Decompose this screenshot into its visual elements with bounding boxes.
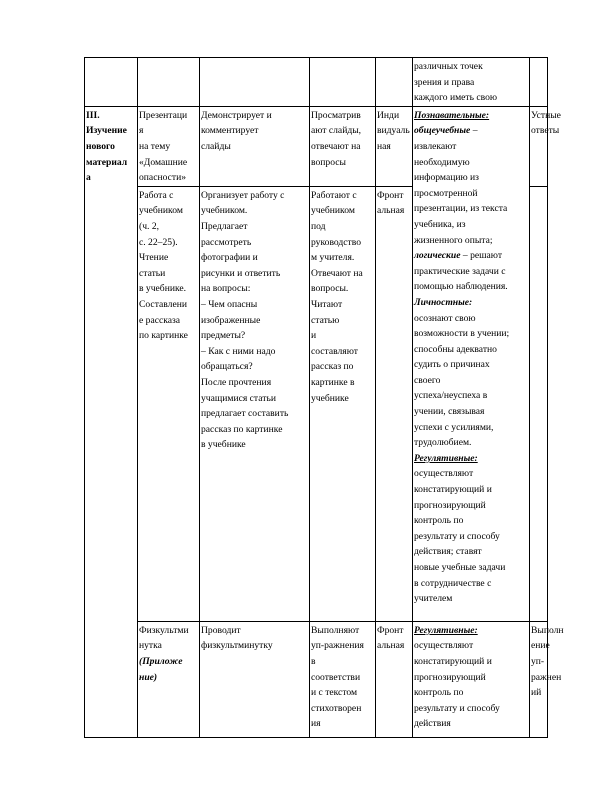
text-line: III. — [86, 109, 100, 121]
text-line: нутка — [139, 640, 162, 652]
text-line: статью — [311, 314, 340, 326]
text-line: (ч. 2, — [139, 220, 160, 232]
teacher-activity-cell — [200, 58, 310, 107]
text-line: рассказ по — [311, 361, 354, 373]
text-line: комментирует — [201, 125, 259, 137]
student-activity-cell — [310, 106, 376, 186]
work-form-cell — [376, 186, 413, 621]
outcomes-cell — [413, 58, 530, 107]
text-line: руководство — [311, 236, 362, 248]
table-row — [85, 58, 548, 107]
text-line: прогнозирующий — [414, 671, 486, 683]
text-line: Проводит — [201, 624, 241, 636]
text-line: рисунки и ответить — [201, 267, 281, 279]
text-line: результату и способу — [414, 702, 500, 714]
regulative-label: Регулятивные: — [414, 624, 478, 636]
text-line: Фронт — [377, 624, 404, 636]
text-line: фотографии и — [201, 252, 258, 264]
text-line: учебником — [311, 205, 355, 217]
text-line: с. 22–25). — [139, 236, 178, 248]
text-line: Выполняют — [311, 624, 360, 636]
text-line: каждого иметь свою — [414, 92, 498, 104]
text-line: я — [139, 125, 144, 137]
text-line: Организует работу с — [201, 189, 285, 201]
text-line: «Домашние — [139, 156, 188, 168]
text-line: различных точек — [414, 61, 483, 72]
fizminutka-lines — [139, 623, 198, 654]
text-line: Устные — [531, 109, 561, 121]
text-line: осуществляют — [414, 468, 474, 480]
text-line: жизненного опыта; — [414, 234, 493, 246]
resources-cell — [138, 186, 200, 621]
text-line: Демонстрирует и — [201, 109, 272, 121]
text-line: контроль по — [414, 687, 464, 699]
control-cell — [530, 621, 564, 737]
text-line: ние) — [139, 671, 158, 683]
regulative-label: Регулятивные: — [414, 452, 478, 464]
control-cell — [530, 58, 548, 107]
text-line: рассказ по картинке — [201, 423, 283, 435]
text-line: возможности в учении; — [414, 328, 510, 340]
text-line: видуаль — [377, 125, 410, 137]
text-line: учебником. — [201, 205, 248, 217]
text-line: Выполн — [531, 624, 564, 636]
text-line: отвечают на — [311, 140, 361, 152]
text-line: предлагает составить — [201, 408, 289, 420]
text-line: – Чем опасны — [201, 298, 258, 310]
text-line: и с текстом — [311, 687, 358, 699]
text-line: ий — [531, 687, 542, 699]
text-line: нового — [86, 140, 115, 152]
text-line: Предлагает — [201, 220, 248, 232]
text-line: рассмотреть — [201, 236, 252, 248]
text-line: Составлени — [139, 298, 187, 310]
text-line: ия — [311, 718, 321, 730]
personal-label: Личностные: — [414, 296, 473, 308]
text-line: результату и способу — [414, 530, 500, 542]
control-cell — [530, 186, 548, 621]
text-line: Презентаци — [139, 109, 188, 121]
text-line: учении, связывая — [414, 406, 485, 418]
text-line: помощью наблюдения. — [414, 281, 508, 293]
text-line: информацию из — [414, 172, 479, 184]
text-line: Просматрив — [311, 109, 361, 121]
general-text: – — [470, 125, 478, 137]
text-line: ная — [377, 140, 391, 152]
student-activity-cell — [310, 58, 376, 107]
text-line: в учебнике. — [139, 283, 187, 295]
text-line: в учебнике — [201, 439, 246, 451]
text-line: констатирующий и — [414, 484, 492, 496]
text-line: контроль по — [414, 515, 464, 527]
resources-cell — [138, 58, 200, 107]
text-line: действия — [414, 718, 451, 730]
text-line: вопросы — [311, 156, 346, 168]
general-label: общеучебные — [414, 125, 471, 137]
text-line: (Приложе — [139, 655, 183, 667]
text-line: м учителя. — [311, 252, 355, 264]
text-line: уп- — [531, 655, 545, 667]
logical-lines — [414, 264, 528, 295]
text-line: необходимую — [414, 156, 470, 168]
text-line: вопросы. — [311, 283, 349, 295]
cognitive-label: Познавательные: — [414, 109, 490, 121]
stage-cell — [85, 106, 138, 737]
student-activity-cell — [310, 621, 376, 737]
text-line: и — [311, 330, 317, 342]
text-line: успеха/неуспеха в — [414, 390, 488, 402]
text-line: составляют — [311, 345, 358, 357]
text-line: судить о причинах — [414, 359, 490, 371]
text-line: е рассказа — [139, 314, 181, 326]
stage-cell — [85, 58, 138, 107]
logical-text: – решают — [460, 250, 503, 262]
teacher-activity-cell — [200, 621, 310, 737]
text-line: практические задачи с — [414, 265, 506, 277]
text-line: извлекают — [414, 140, 457, 152]
text-line: просмотренной — [414, 187, 478, 199]
work-form-cell — [376, 621, 413, 737]
text-line: Инди — [377, 109, 400, 121]
text-line: слайды — [201, 140, 231, 152]
text-line: статьи — [139, 267, 166, 279]
text-line: учебника, из — [414, 218, 466, 230]
text-line: предметы? — [201, 330, 246, 342]
text-line: картинке в — [311, 376, 355, 388]
cognitive-lines — [414, 139, 528, 248]
text-line: ответы — [531, 125, 560, 137]
text-line: Изучение — [86, 125, 127, 137]
text-line: ают слайды, — [311, 125, 362, 137]
text-line: осознают свою — [414, 312, 476, 324]
text-line: действия; ставят — [414, 546, 482, 558]
logical-label: логические — [414, 250, 461, 262]
text-line: зрения и права — [414, 76, 475, 88]
text-line: Физкультми — [139, 624, 189, 636]
student-activity-cell — [310, 186, 376, 621]
text-line: Чтение — [139, 252, 169, 264]
text-line: трудолюбием. — [414, 437, 472, 449]
text-line: учебнике — [311, 392, 349, 404]
text-line: констатирующий и — [414, 655, 492, 667]
text-line: – Как с ними надо — [201, 345, 276, 357]
text-line: своего — [414, 374, 441, 386]
text-line: После прочтения — [201, 376, 272, 388]
text-line: а — [86, 172, 91, 184]
personal-lines — [414, 311, 528, 451]
text-line: физкультминутку — [201, 640, 273, 652]
text-line: прогнозирующий — [414, 499, 486, 511]
text-line: альная — [377, 205, 405, 217]
regulative-lines — [414, 638, 528, 732]
lesson-plan-table — [84, 57, 564, 738]
teacher-activity-cell — [200, 186, 310, 621]
text-line: ражнен — [531, 671, 562, 683]
text-line: опасности» — [139, 172, 186, 184]
work-form-cell — [376, 58, 413, 107]
text-line: осуществляют — [414, 640, 474, 652]
text-line: учащимися статьи — [201, 392, 276, 404]
text-line: презентации, из текста — [414, 203, 508, 215]
text-line: на вопросы: — [201, 283, 251, 295]
work-form-cell — [376, 106, 413, 186]
outcomes-cell — [413, 621, 530, 737]
text-line: Отвечают на — [311, 267, 363, 279]
text-line: уп-ражнения — [311, 640, 364, 652]
outcomes-cell — [413, 106, 530, 621]
text-line: Читают — [311, 298, 343, 310]
table-row — [85, 106, 548, 186]
text-line: учебником — [139, 205, 183, 217]
control-cell — [530, 106, 561, 186]
text-line: учителем — [414, 593, 453, 605]
text-line: по картинке — [139, 330, 188, 342]
text-line: в сотрудничестве с — [414, 577, 492, 589]
text-line: стихотворен — [311, 702, 362, 714]
text-line: новые учебные задачи — [414, 562, 506, 573]
table-row — [85, 621, 548, 737]
teacher-activity-cell — [200, 106, 310, 186]
text-line: ение — [531, 640, 550, 652]
text-line: обращаться? — [201, 361, 253, 373]
regulative-lines — [414, 466, 528, 606]
text-line: под — [311, 220, 326, 232]
text-line: успехи с усилиями, — [414, 421, 494, 433]
appendix-note — [139, 654, 198, 685]
text-line: способны адекватно — [414, 343, 497, 355]
text-line: изображенные — [201, 314, 261, 326]
text-line: материал — [86, 156, 128, 168]
text-line: в — [311, 655, 316, 667]
text-line: соответстви — [311, 671, 361, 683]
text-line: Работают с — [311, 189, 357, 201]
text-line: Фронт — [377, 189, 404, 201]
resources-cell — [138, 106, 200, 186]
text-line: альная — [377, 640, 405, 652]
resources-cell — [138, 621, 200, 737]
text-line: Работа с — [139, 189, 174, 201]
text-line: на тему — [139, 140, 171, 152]
